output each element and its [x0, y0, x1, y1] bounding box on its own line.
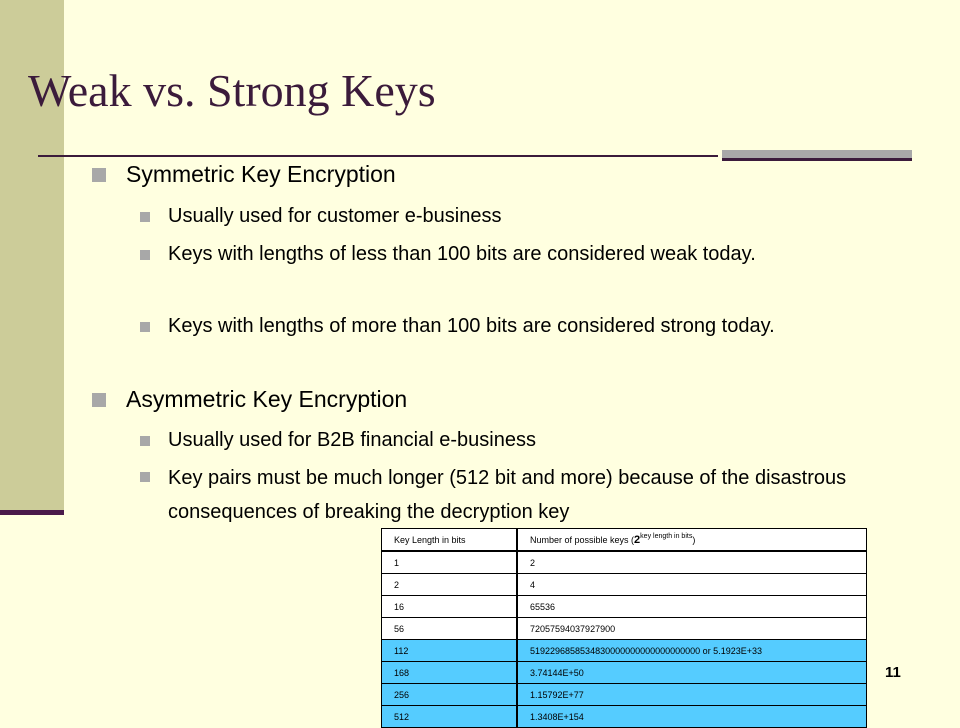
square-bullet-icon: [140, 250, 150, 260]
table-row: [382, 551, 867, 574]
square-bullet-icon: [92, 393, 106, 407]
table-row: [382, 684, 867, 706]
title-underline: [38, 155, 718, 157]
cell-key-length: 112: [382, 640, 518, 662]
bullet-heading: Symmetric Key Encryption: [126, 161, 396, 187]
header-exponent: key length in bits: [640, 533, 693, 540]
header-key-length: Key Length in bits: [382, 529, 518, 552]
cell-possible-keys: 4: [517, 574, 867, 596]
sub-bullet-text: Keys with lengths of less than 100 bits are considered weak today.: [168, 243, 756, 265]
header-prefix: Number of possible keys (: [530, 535, 635, 545]
cell-key-length: 2: [382, 574, 518, 596]
key-length-table: [381, 528, 867, 728]
square-bullet-icon: [140, 472, 150, 482]
left-stripe-rule: [0, 510, 64, 515]
cell-possible-keys: 3.74144E+50: [517, 662, 867, 684]
slide-title: Weak vs. Strong Keys: [28, 65, 436, 116]
square-bullet-icon: [140, 436, 150, 446]
header-possible-keys: [517, 529, 867, 552]
square-bullet-icon: [92, 168, 106, 182]
cell-possible-keys: 1.15792E+77: [517, 684, 867, 706]
header-suffix: ): [692, 535, 696, 545]
cell-key-length: 56: [382, 618, 518, 640]
cell-possible-keys: 1.3408E+154: [517, 706, 867, 728]
cell-possible-keys: 65536: [517, 596, 867, 618]
sub-bullet-text: Usually used for customer e-business: [168, 205, 502, 227]
header-base: 2: [634, 534, 641, 546]
title-accent-rule: [722, 158, 912, 161]
square-bullet-icon: [140, 212, 150, 222]
cell-possible-keys: 72057594037927900: [517, 618, 867, 640]
bullet-heading: Asymmetric Key Encryption: [126, 386, 408, 412]
cell-key-length: 1: [382, 551, 518, 574]
table-row: [382, 574, 867, 596]
table-row: [382, 596, 867, 618]
cell-key-length: 512: [382, 706, 518, 728]
title-accent-bar: [722, 150, 912, 158]
cell-key-length: 256: [382, 684, 518, 706]
table-row: [382, 662, 867, 684]
cell-key-length: 168: [382, 662, 518, 684]
cell-possible-keys: 5192296858534830000000000000000000 or 5.1923E+33: [517, 640, 867, 662]
table-row: [382, 640, 867, 662]
sub-bullet-text: Usually used for B2B financial e-business: [168, 429, 536, 451]
sub-bullet-text: Keys with lengths of more than 100 bits are considered strong today.: [168, 315, 775, 337]
table-row: [382, 618, 867, 640]
table-header-row: [382, 529, 867, 552]
cell-possible-keys: 2: [517, 551, 867, 574]
table-row: [382, 706, 867, 728]
cell-key-length: 16: [382, 596, 518, 618]
page-number: 11: [885, 664, 901, 681]
sub-bullet-text: Key pairs must be much longer (512 bit and more) because of the disastrous consequences of breaking the decryption key: [168, 467, 847, 523]
square-bullet-icon: [140, 322, 150, 332]
